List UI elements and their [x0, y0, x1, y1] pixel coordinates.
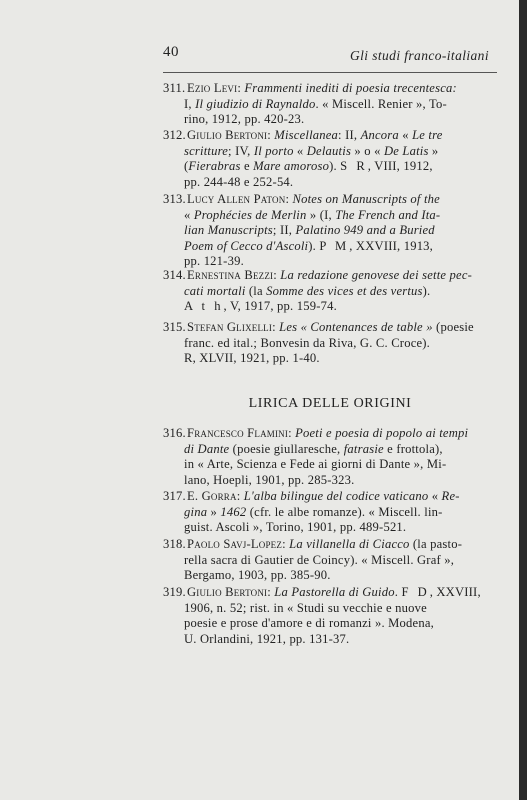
entry-text: : II,	[338, 128, 361, 142]
entry-text: rino, 1912, pp. 420-23.	[184, 112, 305, 127]
entry-text: .	[394, 585, 402, 599]
entry-text: Il giudizio di Raynaldo	[195, 96, 316, 111]
entry-number: 319.	[163, 585, 186, 599]
entry-line	[163, 336, 499, 352]
section-title: LIRICA DELLE ORIGINI	[248, 396, 412, 411]
entry-text: e	[240, 159, 254, 174]
entry-line	[163, 144, 499, 160]
entry-text: La redazione genovese dei sette pec-	[280, 268, 473, 282]
entry-number: 312.	[163, 128, 186, 142]
entry-text: . « Miscell. Renier », To-	[315, 96, 447, 111]
entry-text: A t h	[184, 299, 224, 314]
entry-text: De Latis	[383, 143, 429, 158]
entry-text: , XLVII, 1921, pp. 1-40.	[192, 351, 320, 366]
entry-line	[163, 473, 499, 489]
entry-number: 315.	[163, 320, 186, 334]
entry-line	[163, 159, 499, 175]
entry-number: 316.	[163, 426, 186, 440]
entry-text: e frottola),	[383, 441, 443, 456]
entry-text: ).	[308, 238, 320, 253]
entry-line	[163, 208, 499, 224]
entry-text: P M	[319, 238, 350, 253]
entry-text: ).	[329, 159, 341, 174]
page-edge	[519, 0, 527, 800]
entry-line	[163, 457, 499, 473]
entry-text: (la	[245, 283, 267, 298]
entry-text: ; II,	[272, 223, 296, 238]
entry-line: 317.E. Gorra: L'alba bilingue del codice vaticano « Re-	[163, 489, 460, 503]
entry-line: 312.Giulio Bertoni: Miscellanea: II, Ancora « Le tre	[163, 128, 443, 142]
entry-number: 317.	[163, 489, 186, 503]
entry-text: Le tre	[412, 128, 443, 142]
entry-text: , V, 1917, pp. 159-74.	[223, 299, 337, 314]
bibliography-entry-315	[163, 320, 499, 367]
entry-text: , VIII, 1912,	[367, 159, 433, 174]
entry-text: , XXVIII,	[429, 585, 481, 599]
entry-line	[163, 239, 499, 255]
entry-text: » o «	[351, 143, 384, 158]
entry-text: (la pasto-	[409, 537, 463, 551]
entry-text: pp. 244-48 e 252-54.	[184, 174, 294, 189]
entry-line	[163, 616, 499, 632]
entry-number: 314.	[163, 268, 186, 282]
entry-text: franc. ed ital.; Bonvesin da Riva, G. C. Croce).	[184, 335, 431, 350]
entry-line: 314.Ernestina Bezzi: La redazione genovese dei sette pec-	[163, 268, 473, 282]
running-title: Gli studi franco-italiani	[349, 48, 489, 63]
entry-author: Giulio Bertoni	[187, 585, 268, 599]
page-number: 40	[163, 44, 179, 60]
entry-text: The French and Ita-	[335, 207, 441, 222]
entry-text: rella sacra di Gautier de Coincy). « Miscell. Graf »,	[184, 552, 455, 567]
bibliography-entry-318	[163, 537, 499, 584]
entry-text: R	[184, 351, 193, 366]
entry-number: 311.	[163, 81, 186, 95]
entry-text: (poesie giullaresche,	[229, 441, 344, 456]
entry-line: 318.Paolo Savj-Lopez: La villanella di Ciacco (la pasto-	[163, 537, 463, 551]
entry-text: F D	[401, 585, 430, 599]
entry-text: 1906, n. 52; rist. in « Studi su vecchie e nuove	[184, 600, 427, 615]
entry-line	[163, 553, 499, 569]
entry-line	[163, 175, 499, 191]
entry-text: Delautis	[306, 143, 352, 158]
bibliography-entry-312	[163, 128, 499, 190]
entry-text: gina	[184, 504, 208, 519]
entry-line	[163, 351, 499, 367]
entry-text: lian Manuscripts	[184, 223, 273, 238]
entry-text: ).	[422, 283, 431, 298]
entry-text: guist. Ascoli », Torino, 1901, pp. 489-521.	[184, 520, 407, 535]
entry-line	[163, 284, 499, 300]
entry-text: lano, Hoepli, 1901, pp. 285-323.	[184, 472, 355, 487]
entry-text: di Dante	[184, 441, 230, 456]
entry-author: Stefan Glixelli	[187, 320, 273, 334]
entry-text: Poeti e poesia di popolo ai tempi	[295, 426, 469, 440]
entry-number: 313.	[163, 192, 186, 206]
entry-text: Mare amoroso	[253, 159, 330, 174]
entry-text: Miscellanea	[274, 128, 339, 142]
entry-line: 313.Lucy Allen Paton: Notes on Manuscripts of the	[163, 192, 440, 206]
entry-text: S R	[340, 159, 368, 174]
entry-line	[163, 520, 499, 536]
entry-text: Bergamo, 1903, pp. 385-90.	[184, 568, 331, 583]
bibliography-entry-316	[163, 426, 499, 488]
entry-text: La Pastorella di Guido	[274, 585, 395, 599]
bibliography-entry-311	[163, 81, 499, 128]
entry-line: 315.Stefan Glixelli: Les « Contenances de table » (poesie	[163, 320, 474, 334]
entry-text: »	[207, 504, 221, 519]
entry-line	[163, 568, 499, 584]
entry-author: Francesco Flamini	[187, 426, 289, 440]
entry-text: Fierabras	[188, 159, 241, 174]
entry-text: (cfr. le albe romanze). « Miscell. lin-	[246, 504, 443, 519]
bibliography-entry-313	[163, 192, 499, 270]
entry-text: «	[293, 143, 307, 158]
entry-author: Ernestina Bezzi	[187, 268, 274, 282]
entry-line	[163, 299, 499, 315]
entry-author: E. Gorra	[187, 489, 237, 503]
entry-line: 316.Francesco Flamini: Poeti e poesia di popolo ai tempi	[163, 426, 469, 440]
entry-text: pp. 121-39.	[184, 254, 244, 269]
entry-text: Ancora	[360, 128, 399, 142]
entry-text: I,	[184, 96, 196, 111]
entry-number: 318.	[163, 537, 186, 551]
entry-author: Giulio Bertoni	[187, 128, 268, 142]
entry-text: Poem of Cecco d'Ascoli	[184, 238, 309, 253]
entry-text: , XXVIII, 1913,	[349, 238, 434, 253]
entry-line	[163, 97, 499, 113]
entry-author: Ezio Levi	[187, 81, 238, 95]
entry-text: Re-	[441, 489, 460, 503]
entry-text: poesie e prose d'amore e di romanzi ». Modena,	[184, 616, 434, 631]
entry-author: Paolo Savj-Lopez	[187, 537, 283, 551]
entry-text: Les « Contenances de table »	[279, 320, 433, 334]
bibliography-entry-319	[163, 585, 499, 647]
entry-text: »	[428, 143, 439, 158]
entry-text: Somme des vices et des vertus	[266, 283, 423, 298]
entry-line	[163, 601, 499, 617]
entry-line: 319.Giulio Bertoni: La Pastorella di Guido. F D, XXVIII,	[163, 585, 481, 599]
entry-text: ; IV,	[228, 143, 254, 158]
entry-text: cati mortali	[184, 283, 246, 298]
bibliography-entry-314	[163, 268, 499, 315]
page-header	[163, 44, 497, 66]
entry-text: Notes on Manuscripts of the	[292, 192, 440, 206]
entry-text: L'alba bilingue del codice vaticano	[243, 489, 429, 503]
header-rule	[163, 72, 497, 73]
entry-text: Il porto	[253, 143, 294, 158]
entry-line	[163, 112, 499, 128]
entry-line	[163, 505, 499, 521]
entry-text: 1462	[220, 504, 247, 519]
entry-text: scritture	[184, 143, 229, 158]
entry-text: fatrasie	[343, 441, 384, 456]
entry-text: in « Arte, Scienza e Fede ai giorni di Dante », Mi-	[184, 457, 447, 472]
entry-text: U. Orlandini, 1921, pp. 131-37.	[184, 631, 350, 646]
entry-text: Frammenti inediti di poesia trecentesca:	[244, 81, 457, 95]
entry-text: Prophécies de Merlin	[193, 207, 307, 222]
entry-text: La villanella di Ciacco	[289, 537, 410, 551]
entry-text: «	[184, 207, 194, 222]
entry-line	[163, 223, 499, 239]
entry-line	[163, 442, 499, 458]
entry-text: Palatino 949 and a Buried	[295, 223, 435, 238]
entry-text: «	[428, 489, 442, 503]
bibliography-entry-317	[163, 489, 499, 536]
entry-text: » (I,	[306, 207, 336, 222]
entry-text: (	[184, 159, 189, 174]
entry-text: (poesie	[432, 320, 474, 334]
entry-text: «	[398, 128, 413, 142]
entry-author: Lucy Allen Paton	[187, 192, 286, 206]
entry-line	[163, 632, 499, 648]
entry-line: 311. Ezio Levi: Frammenti inediti di poesia trecentesca:	[163, 81, 457, 95]
